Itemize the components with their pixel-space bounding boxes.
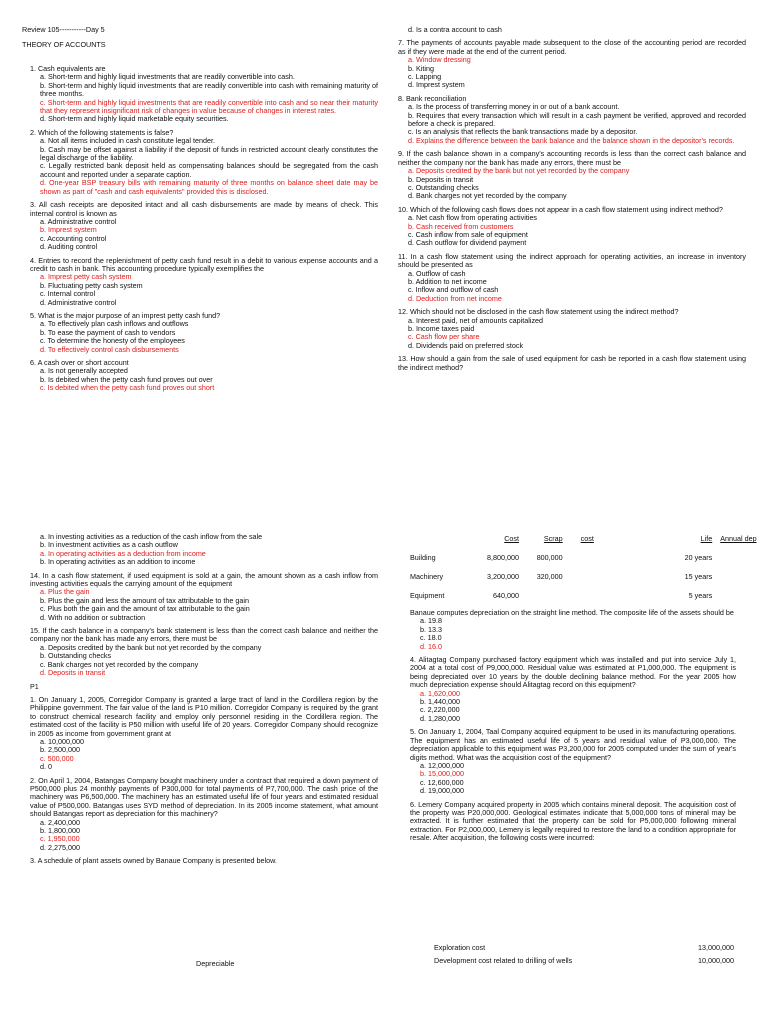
question-text: 9. If the cash balance shown in a company's accounting records is less than the correct cash balance and neither the company nor the bank has made any errors, there must be — [398, 149, 746, 167]
answer-option: b. Requires that every transaction which will result in a cash payment be verified, approved and recorded before a check is prepared. — [408, 110, 746, 129]
answer-option: a. Deposits credited by the bank but not yet recorded by the company — [40, 642, 262, 652]
correct-answer-option: a. Plus the gain — [40, 587, 90, 597]
question-block — [398, 95, 746, 150]
asset-name: Building — [410, 553, 436, 563]
question-text: P1 — [30, 681, 39, 691]
header-cost: Cost — [504, 534, 519, 544]
question-block — [30, 572, 378, 627]
question-block — [30, 533, 378, 572]
correct-answer-option: c. 500,000 — [40, 753, 74, 763]
table-header-row — [406, 530, 768, 549]
answer-option: d. 0 — [40, 762, 52, 772]
correct-answer-option: d. Deduction from net income — [408, 293, 502, 303]
answer-option: c. Is an analysis that reflects the bank transactions made by a depositor. — [408, 127, 638, 137]
answer-option: c. 12,600,000 — [420, 777, 464, 787]
correct-answer-option: c. Short-term and highly liquid investments that are readily convertible into cash and so near their maturity that they represent insignificant risk of changes in value because of changes in interest rates. — [40, 97, 378, 116]
correct-answer-option: b. Cash received from customers — [408, 221, 514, 231]
question-text: 1. On January 1, 2005, Corregidor Company is granted a large tract of land in the Cordillera region by the Philippine government. The fair value of the land is P10 million. Corregidor Company is required by the grant to construct chemical research facility and employ only personnel residing in the Cordillera region. The estimated cost of the facility is P50 million with useful life of 20 years. Corregidor Company should recognize in 2005 as income from government grant at — [30, 694, 378, 738]
correct-answer-option: a. Window dressing — [408, 55, 471, 65]
table-row — [406, 549, 768, 568]
question-text: 12. Which should not be disclosed in the cash flow statement using the indirect method? — [398, 307, 679, 317]
answer-option: c. To determine the honesty of the employees — [40, 336, 185, 346]
answer-option: d. 2,275,000 — [40, 842, 80, 852]
answer-option: c. Cash inflow from sale of equipment — [408, 229, 528, 239]
correct-answer-option: c. 1,950,000 — [40, 834, 80, 844]
cost-line-value: 10,000,000 — [698, 956, 734, 965]
header-annual-dep: Annual dep — [720, 534, 757, 544]
question-text: 3. All cash receipts are deposited intact and all cash disbursements are made by means of check. This internal control is known as — [30, 200, 378, 218]
asset-cost: 3,200,000 — [486, 572, 519, 582]
question-block — [30, 65, 378, 129]
left-bottom-questions — [30, 533, 378, 871]
answer-option: b. Deposits in transit — [408, 174, 474, 184]
answer-option: b. Cash may be offset against a liability if the deposit of funds in restricted account clearly constitutes the legal discharge of the liability. — [40, 144, 378, 163]
question-block — [30, 312, 378, 359]
header-scrap: Scrap — [543, 534, 563, 544]
answer-option: b. Short-term and highly liquid investments that are readily convertible into cash with remaining maturity of three months. — [40, 80, 378, 99]
review-title: Review 105-----------Day 5 — [22, 25, 105, 34]
answer-option: b. Plus the gain and less the amount of tax attributable to the gain — [40, 595, 249, 605]
table-row — [406, 587, 768, 606]
answer-option: b. In investment activities as a cash outflow — [40, 540, 178, 550]
answer-option: c. Outstanding checks — [408, 182, 479, 192]
left-top-questions — [30, 65, 378, 398]
question-block — [410, 801, 736, 848]
correct-answer-option: c. Is debited when the petty cash fund proves out short — [40, 383, 215, 393]
correct-answer-option: b. 15,000,000 — [420, 769, 464, 779]
answer-option: a. To effectively plan cash inflows and outflows — [40, 319, 189, 329]
question-block — [398, 206, 746, 253]
answer-option: a. 12,000,000 — [420, 760, 464, 770]
correct-answer-option: b. Imprest system — [40, 225, 97, 235]
correct-answer-option: a. Imprest petty cash system — [40, 272, 132, 282]
answer-option: a. In investing activities as a reduction of the cash inflow from the sale — [40, 532, 263, 541]
answer-option: d. Short-term and highly liquid marketable equity securities. — [40, 114, 229, 124]
answer-option: d. With no addition or subtraction — [40, 612, 146, 622]
cost-line — [434, 957, 734, 970]
asset-name: Equipment — [410, 591, 445, 601]
answer-option: a. Net cash flow from operating activities — [408, 213, 538, 223]
answer-option: a. 19.8 — [420, 616, 442, 626]
correct-answer-option: a. Deposits credited by the bank but not yet recorded by the company — [408, 166, 630, 176]
question-block — [398, 355, 746, 377]
question-block — [30, 201, 378, 256]
asset-name: Machinery — [410, 572, 444, 582]
answer-option: d. Is a contra account to cash — [408, 25, 502, 34]
question-text: 15. If the cash balance in a company's bank statement is less than the correct cash balance and neither the company nor the bank has made any errors, there must be — [30, 626, 378, 644]
question-text: 5. On January 1, 2004, Taal Company acquired equipment to be used in its manufacturing operations. The equipment has an estimated useful life of 5 years and residual value of P3,000,000. The depreciation applicable to this equipment was P3,200,000 for 2005 computed under the sum of year's digits method. What was the acquisition cost of the equipment? — [410, 727, 736, 762]
answer-option: a. Interest paid, net of amounts capitalized — [408, 315, 544, 325]
answer-option: b. To ease the payment of cash to vendors — [40, 327, 176, 337]
answer-option: d. Cash outflow for dividend payment — [408, 238, 527, 248]
cost-line-label: Development cost related to drilling of wells — [434, 956, 573, 965]
page-header — [22, 26, 106, 50]
cost-line-value: 13,000,000 — [698, 943, 734, 952]
correct-answer-option: a. 1,620,000 — [420, 688, 460, 698]
question-block — [30, 129, 378, 201]
question-text: 11. In a cash flow statement using the indirect approach for operating activities, an increase in inventory should be presented as — [398, 251, 746, 270]
answer-option: b. 13.3 — [420, 624, 442, 634]
answer-option: b. Addition to net income — [408, 276, 487, 286]
header-depreciable-cost: cost — [580, 534, 594, 544]
answer-option: b. 1,800,000 — [40, 826, 80, 835]
answer-option: d. 19,000,000 — [420, 786, 464, 796]
asset-scrap: 800,000 — [536, 553, 563, 563]
answer-option: b. Is debited when the petty cash fund proves out over — [40, 374, 213, 384]
question-block — [30, 683, 378, 696]
question-block — [410, 728, 736, 800]
question-text: 1. Cash equivalents are — [30, 64, 106, 73]
question-block — [30, 627, 378, 682]
answer-option: c. 18.0 — [420, 633, 442, 643]
right-top-questions — [398, 26, 746, 377]
correct-answer-option: a. In operating activities as a deduction from income — [40, 548, 206, 558]
question-text: 2. On April 1, 2004, Batangas Company bought machinery under a contract that required a down payment of P500,000 plus 24 monthly payments of P300,000 for total payments of P7,700,000. The cash price of the machinery was P6,500,000. The machinery has an estimated useful life of four years and estimated residual value of P500,000. Batangas uses SYD method of depreciation. In its 2005 income statement, what amount should Batangas report as depreciation for this machinery? — [30, 775, 378, 819]
question-text: 6. A cash over or short account — [30, 358, 129, 367]
section-title: THEORY OF ACCOUNTS — [22, 40, 106, 50]
question-block — [30, 777, 378, 858]
answer-option: d. Imprest system — [408, 80, 465, 90]
answer-option: b. 1,440,000 — [420, 697, 460, 707]
right-bottom-questions — [410, 609, 736, 848]
asset-cost: 640,000 — [492, 591, 519, 601]
table-row — [406, 568, 768, 587]
question-text: 8. Bank reconciliation — [398, 93, 467, 103]
question-text: 6. Lemery Company acquired property in 2005 which contains mineral deposit. The acquisition cost of the property was P20,000,000. Geological estimates indicate that 5,000,000 tons of mineral may be extracted. It is further estimated that the property can be sold for P5,000,000 following mineral extraction. For P2,000,000, Lemery is legally required to restore the land to a condition appropriate for resale. After acquisition, the following costs were incurred: — [410, 799, 736, 843]
question-block — [398, 253, 746, 308]
answer-option: c. Legally restricted bank deposit held as compensating balances should be segregated from the cash account and reported under a separate caption. — [40, 161, 378, 179]
asset-scrap — [523, 587, 567, 606]
question-text: 10. Which of the following cash flows does not appear in a cash flow statement using indirect method? — [398, 204, 723, 214]
answer-option: c. Plus both the gain and the amount of tax attributable to the gain — [40, 604, 250, 614]
answer-option: c. Bank charges not yet recorded by the company — [40, 659, 199, 669]
asset-cost: 8,800,000 — [486, 553, 519, 563]
question-block — [398, 150, 746, 205]
question-text: 14. In a cash flow statement, if used equipment is sold at a gain, the amount shown as a cash inflow from investing activities equals the carrying amount of the equipment — [30, 570, 378, 589]
answer-option: d. Auditing control — [40, 242, 98, 252]
answer-option: d. Dividends paid on preferred stock — [408, 340, 524, 350]
question-block — [410, 656, 736, 728]
answer-option: a. Short-term and highly liquid investments that are readily convertible into cash. — [40, 72, 295, 82]
answer-option: d. Bank charges not yet recorded by the company — [408, 191, 567, 201]
header-life: Life — [700, 534, 713, 544]
cost-lines — [434, 944, 734, 970]
correct-answer-option: c. Cash flow per share — [408, 332, 480, 342]
question-text: 5. What is the major purpose of an imprest petty cash fund? — [30, 310, 221, 320]
asset-scrap: 320,000 — [536, 572, 563, 582]
question-block — [30, 696, 378, 777]
answer-option: d. Administrative control — [40, 297, 117, 307]
question-text: 13. How should a gain from the sale of used equipment for cash be reported in a cash flow statement using the indirect method? — [398, 354, 746, 372]
question-block — [398, 26, 746, 39]
question-text: Banaue computes depreciation on the straight line method. The composite life of the assets should be — [410, 608, 734, 617]
answer-option: b. Income taxes paid — [408, 324, 475, 333]
asset-life: 5 years — [688, 591, 713, 601]
correct-answer-option: d. To effectively control cash disbursements — [40, 344, 179, 354]
answer-option: a. Outflow of cash — [408, 268, 466, 278]
answer-option: c. Lapping — [408, 72, 442, 82]
answer-option: a. 10,000,000 — [40, 736, 84, 746]
answer-option: c. Inflow and outflow of cash — [408, 285, 499, 295]
correct-answer-option: d. 16.0 — [420, 641, 442, 651]
question-block — [398, 308, 746, 355]
answer-option: c. 2,220,000 — [420, 705, 460, 715]
question-block — [30, 857, 378, 870]
answer-option: b. In operating activities as an addition to income — [40, 557, 196, 567]
correct-answer-option: d. One-year BSP treasury bills with remaining maturity of three months on balance sheet date may be shown as part of "cash and cash equivalents" provided this is disclosed. — [40, 178, 378, 196]
question-block — [398, 39, 746, 94]
question-block — [30, 359, 378, 398]
answer-option: c. Internal control — [40, 289, 96, 299]
question-block — [30, 257, 378, 312]
answer-option: b. 2,500,000 — [40, 745, 80, 755]
answer-option: c. Accounting control — [40, 233, 107, 243]
answer-option: b. Outstanding checks — [40, 651, 112, 661]
correct-answer-option: d. Deposits in transit — [40, 668, 106, 678]
cost-line-label: Exploration cost — [434, 943, 486, 952]
answer-option: b. Kiting — [408, 63, 434, 73]
answer-option: d. 1,280,000 — [420, 713, 460, 723]
asset-life: 20 years — [684, 553, 713, 563]
answer-option: b. Fluctuating petty cash system — [40, 280, 143, 290]
answer-option: a. 2,400,000 — [40, 817, 80, 827]
answer-option: a. Is not generally accepted — [40, 366, 128, 376]
question-text: 7. The payments of accounts payable made subsequent to the close of the accounting period are recorded as if they were made at the end of the current period. — [398, 38, 746, 56]
asset-life: 15 years — [684, 572, 713, 582]
depreciable-label: Depreciable — [196, 959, 235, 968]
answer-option: a. Is the process of transferring money in or out of a bank account. — [408, 102, 620, 112]
question-text: 2. Which of the following statements is false? — [30, 127, 174, 137]
question-block — [410, 609, 736, 656]
answer-option: a. Not all items included in cash constitute legal tender. — [40, 136, 215, 146]
question-text: 4. Entries to record the replenishment of petty cash fund result in a debit to various expense accounts and a credit to cash in bank. This accounting procedure typically exemplifies the — [30, 255, 378, 273]
question-text: 3. A schedule of plant assets owned by Banaue Company is presented below. — [30, 856, 277, 866]
correct-answer-option: d. Explains the difference between the bank balance and the balance shown in the depositor's records. — [408, 135, 735, 145]
question-text: 4. Alitagtag Company purchased factory equipment which was installed and put into service July 1, 2004 at a total cost of P9,000,000. Residual value was estimated at P1,000,000. The equipment is being depreciated over 10 years by the double declining balance method. For the year 2005 how much depreciation expense should Alitagtag record on this equipment? — [410, 655, 736, 690]
asset-schedule-table — [406, 530, 768, 606]
answer-option: a. Administrative control — [40, 216, 117, 226]
